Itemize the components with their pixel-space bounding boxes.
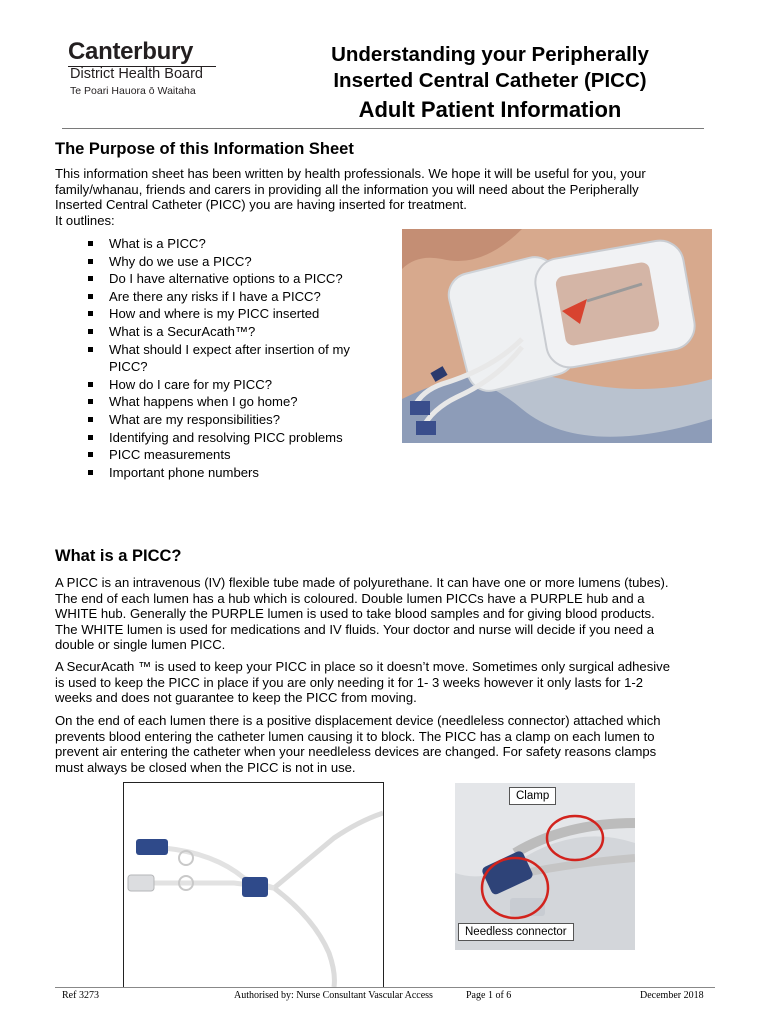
purpose-intro [55,166,715,228]
para-line: must always be closed when the PICC is not in use. [55,759,356,775]
list-item: What should I expect after insertion of my PICC? [86,341,371,376]
what-is-para-1 [55,575,735,653]
list-item: How and where is my PICC inserted [86,305,409,323]
title-line-1: Understanding your Peripherally [331,43,649,66]
logo-subtitle: District Health Board [70,66,203,82]
page-subtitle: Adult Patient Information [358,97,622,122]
list-item: Do I have alternative options to a PICC? [86,270,409,288]
list-item: Why do we use a PICC? [86,253,409,271]
para-line: On the end of each lumen there is a positive displacement device (needleless connector) attached which [55,713,661,728]
para-line: A SecurAcath ™ is used to keep your PICC in place so it doesn’t move. Sometimes only surgical adhesive [55,659,670,674]
list-item: What happens when I go home? [86,393,409,411]
list-item: What is a SecurAcath™? [86,323,409,341]
para-line: WHITE hub. Generally the PURPLE lumen is used to take blood samples and for giving blood products. [55,606,655,622]
intro-line: Inserted Central Catheter (PICC) you are having inserted for treatment. [55,197,467,213]
list-item: What is a PICC? [86,235,409,253]
para-line: weeks and does not guarantee to keep the PICC from moving. [55,690,417,706]
list-item: Important phone numbers [86,464,409,482]
logo-maori-name: Te Poari Hauora ō Waitaha [70,85,196,97]
para-line: is used to keep the PICC in place if you are only needing it for 1- 3 weeks however it only lasts for 1-2 [55,674,644,690]
header-divider [62,128,704,129]
footer-page-number: Page 1 of 6 [466,990,512,1001]
footer-authorised: Authorised by: Nurse Consultant Vascular Access [234,990,433,1001]
footer-divider [55,987,715,988]
clamp-label: Clamp [509,787,556,805]
para-line: A PICC is an intravenous (IV) flexible tube made of polyurethane. It can have one or more lumens (tubes). [55,575,669,590]
purpose-heading: The Purpose of this Information Sheet [55,140,354,158]
what-is-para-2 [55,659,735,706]
list-item: Identifying and resolving PICC problems [86,429,409,447]
para-line: prevents blood entering the catheter lumen causing it to block. The PICC has a clamp on each lumen to [55,728,655,744]
list-item: How do I care for my PICC? [86,376,409,394]
logo-name: Canterbury [68,38,194,65]
what-is-para-3 [55,713,735,775]
para-line: The end of each lumen has a hub which is coloured. Double lumen PICCs have a PURPLE hub and a [55,590,645,606]
list-item: What are my responsibilities? [86,411,409,429]
picc-arm-photo [402,229,712,443]
para-line: The WHITE lumen is used for medications and IV fluids. Your doctor and nurse will decide if you need a [55,621,654,637]
outlines-label: It outlines: [55,212,115,228]
intro-line: family/whanau, friends and carers in providing all the information you will need about the Peripherally [55,181,639,197]
title-line-2: Inserted Central Catheter (PICC) [333,69,647,92]
outline-list [86,235,409,481]
para-line: prevent air entering the catheter when your needleless devices are changed. For safety reasons clamps [55,744,657,760]
para-line: double or single lumen PICC. [55,637,226,653]
what-is-heading: What is a PICC? [55,547,182,565]
picc-catheter-photo [123,782,384,987]
needleless-connector-label: Needless connector [458,923,574,941]
list-item: PICC measurements [86,446,409,464]
intro-line: This information sheet has been written by health professionals. We hope it will be useful for you, your [55,166,646,181]
footer-date: December 2018 [640,990,704,1001]
page-title [290,42,690,94]
list-item: Are there any risks if I have a PICC? [86,288,409,306]
footer-ref: Ref 3273 [62,990,99,1001]
